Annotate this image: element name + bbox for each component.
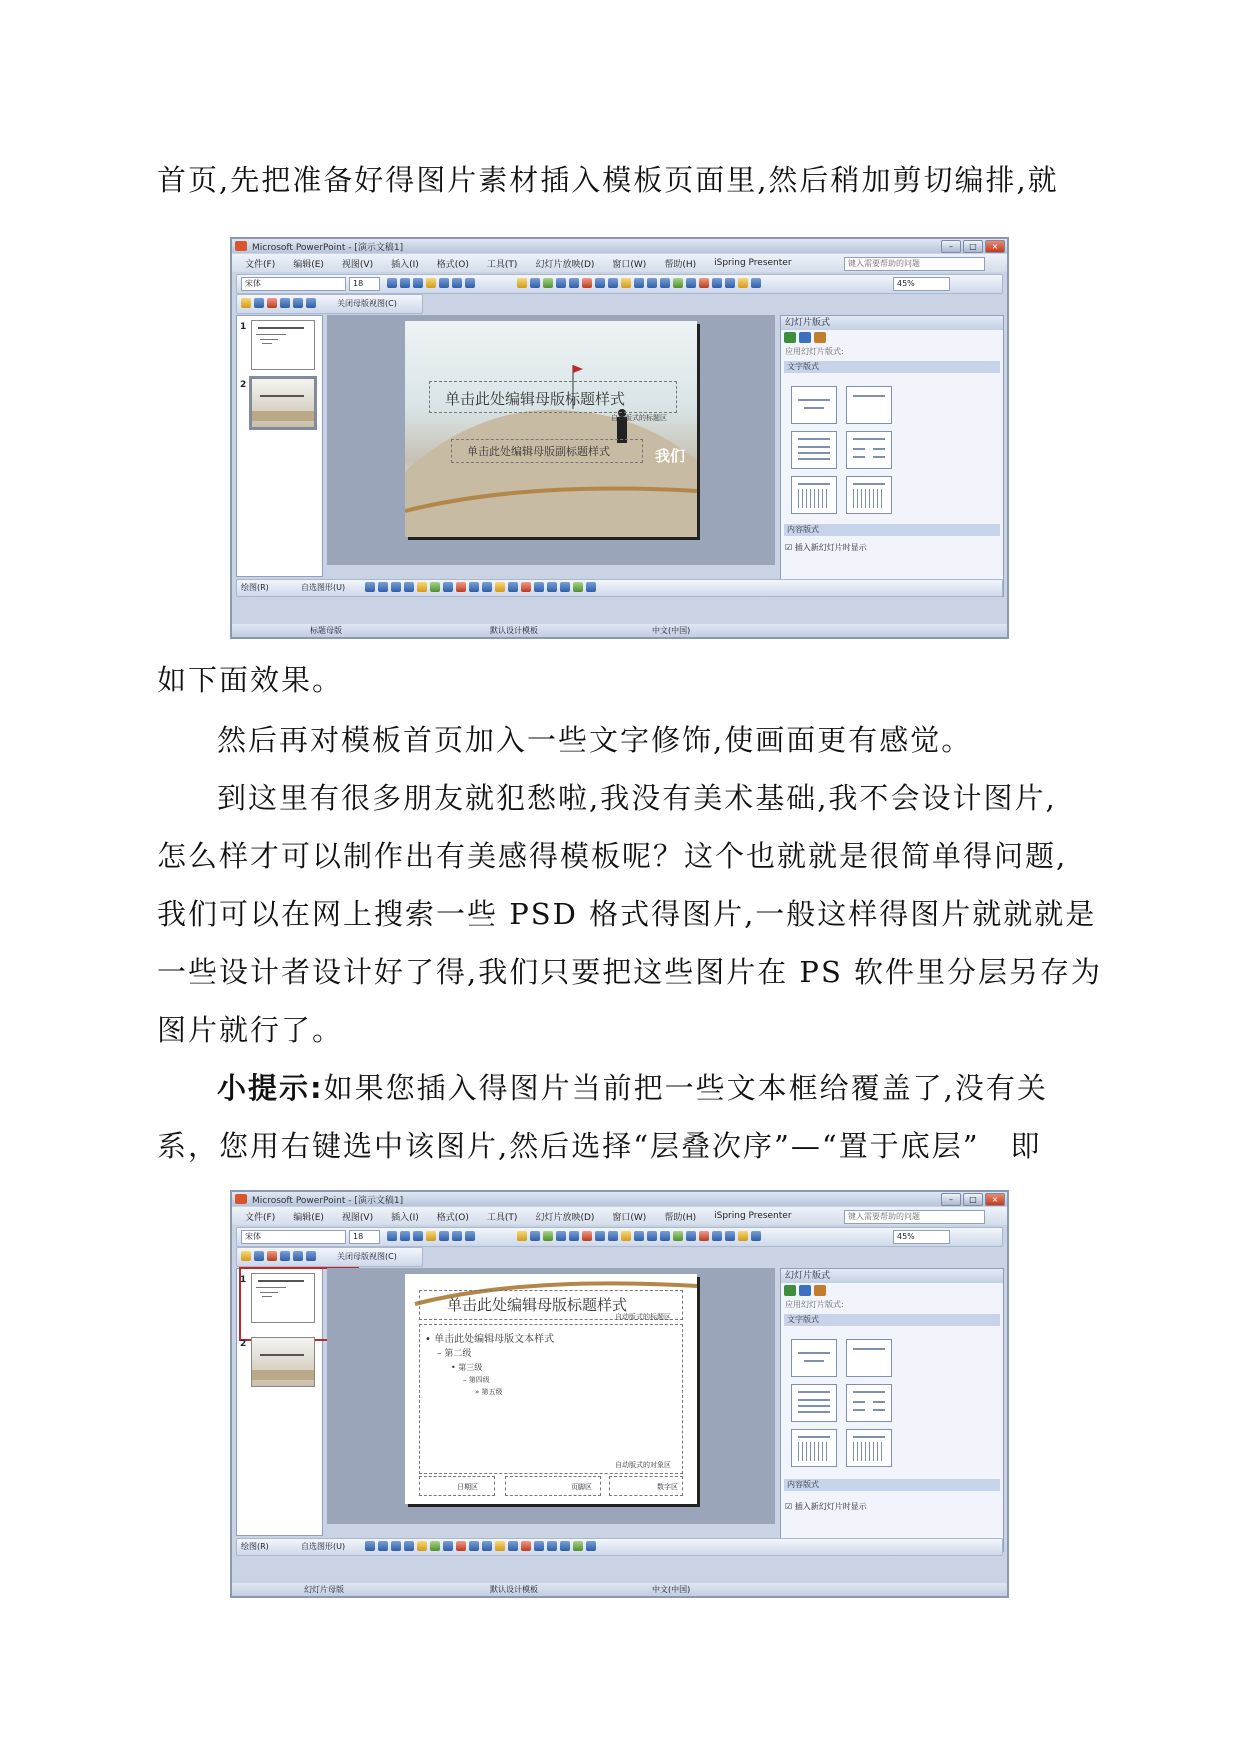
layout-title-slide[interactable] [791, 1339, 837, 1377]
back-icon[interactable] [784, 332, 796, 343]
menu-help[interactable]: 帮助(H) [664, 259, 697, 270]
master-view-toolbar [236, 1247, 423, 1267]
tip-label: 小提示: [217, 1071, 324, 1105]
slide-background-art [405, 321, 697, 537]
status-language: 中文(中国) [652, 626, 691, 635]
paragraph-psd-line3: 我们可以在网上搜索一些 PSD 格式得图片,一般这样得图片就就就是 [157, 897, 1097, 931]
slide-thumbnail-pane: 1 2 [236, 1268, 323, 1536]
watermark-text: 我们 [655, 447, 686, 465]
slide-canvas[interactable] [405, 1274, 697, 1504]
layout-title-slide[interactable] [791, 386, 837, 424]
layout-title-text[interactable] [791, 431, 837, 469]
powerpoint-icon [235, 241, 247, 251]
paragraph-psd-line2: 怎么样才可以制作出有美感得模板呢？这个也就就是很简单得问题, [157, 839, 1068, 873]
paragraph-psd-line1: 到这里有很多朋友就犯愁啦,我没有美术基础,我不会设计图片, [217, 781, 1057, 815]
menu-window[interactable]: 窗口(W) [612, 259, 647, 270]
powerpoint-screenshot-1 [230, 237, 1009, 639]
layout-text-3[interactable] [791, 476, 837, 514]
help-search-input[interactable]: 键入需要帮助的问题 [844, 257, 985, 271]
paragraph-effect: 如下面效果。 [157, 663, 344, 697]
paragraph-psd-line4: 一些设计者设计好了得,我们只要把这些图片在 PS 软件里分层另存为 [157, 955, 1103, 989]
slide-thumbnail-2[interactable] [251, 1337, 315, 1387]
text-layouts-header: 文字版式 [784, 1314, 1000, 1326]
home-icon[interactable] [814, 1285, 826, 1296]
window-title: Microsoft PowerPoint - [演示文稿1] [252, 243, 404, 253]
formatting-toolbar [236, 1227, 1003, 1247]
close-master-view-button[interactable]: 关闭母版视图(C) [337, 299, 397, 308]
powerpoint-screenshot-2 [230, 1190, 1009, 1598]
close-icon[interactable]: × [985, 240, 1005, 253]
task-pane-title: 幻灯片版式 [781, 316, 1003, 330]
menu-window[interactable]: 窗口(W) [612, 1212, 647, 1223]
menu-format[interactable]: 格式(O) [436, 1212, 469, 1223]
drawing-toolbar [236, 1538, 1003, 1556]
title-bar [232, 1192, 1007, 1206]
font-size-select[interactable]: 18 [349, 1230, 380, 1244]
slide-title: 单击此处编辑母版标题样式 [447, 1296, 628, 1314]
layout-text-4[interactable] [846, 476, 892, 514]
apply-layout-label: 应用幻灯片版式: [785, 347, 844, 356]
content-layouts-header: 内容版式 [784, 524, 1000, 536]
maximize-icon[interactable]: □ [963, 1193, 983, 1206]
menu-file[interactable]: 文件(F) [245, 259, 276, 270]
bullet-level-2: – 第二级 [437, 1349, 472, 1359]
task-pane [780, 315, 1004, 597]
home-icon[interactable] [814, 332, 826, 343]
draw-menu[interactable]: 绘图(R) [241, 1542, 269, 1551]
drawing-toolbar [236, 579, 1003, 597]
standard-buttons[interactable] [517, 278, 761, 290]
date-area-label: 日期区 [457, 1483, 478, 1491]
slide-title: 单击此处编辑母版标题样式 [445, 390, 626, 408]
format-buttons[interactable] [387, 1231, 475, 1243]
forward-icon[interactable] [799, 1285, 811, 1296]
menu-insert[interactable]: 插入(I) [391, 1212, 419, 1223]
slide-subtitle: 单击此处编辑母版副标题样式 [467, 445, 610, 458]
close-master-view-button[interactable]: 关闭母版视图(C) [337, 1252, 397, 1261]
footer-area-label: 页脚区 [571, 1483, 592, 1491]
tip-line2: 系，您用右键选中该图片,然后选择“层叠次序”—“置于底层” 即 [157, 1129, 1042, 1163]
content-layouts-header: 内容版式 [784, 1479, 1000, 1491]
menu-edit[interactable]: 编辑(E) [293, 259, 324, 270]
title-area-label: 自动版式的标题区 [615, 1313, 671, 1321]
menu-file[interactable]: 文件(F) [245, 1212, 276, 1223]
status-bar [232, 624, 1007, 637]
minimize-icon[interactable]: – [941, 240, 961, 253]
status-view: 标题母版 [310, 626, 342, 635]
format-buttons[interactable] [387, 278, 475, 290]
maximize-icon[interactable]: □ [963, 240, 983, 253]
minimize-icon[interactable]: – [941, 1193, 961, 1206]
status-template: 默认设计模板 [490, 1585, 538, 1594]
insert-new-slide-checkbox[interactable]: ☑ 插入新幻灯片时显示 [785, 543, 867, 552]
text-layouts-header: 文字版式 [784, 361, 1000, 373]
font-name-select[interactable]: 宋体 [241, 277, 346, 291]
menu-tools[interactable]: 工具(T) [486, 259, 518, 270]
menu-insert[interactable]: 插入(I) [391, 259, 419, 270]
bullet-level-4: – 第四级 [463, 1376, 490, 1384]
task-pane [780, 1268, 1004, 1552]
menu-tools[interactable]: 工具(T) [486, 1212, 518, 1223]
autoshapes-menu[interactable]: 自选图形(U) [301, 583, 346, 592]
status-template: 默认设计模板 [490, 626, 538, 635]
menu-view[interactable]: 视图(V) [341, 1212, 374, 1223]
master-view-toolbar [236, 294, 423, 314]
help-search-input[interactable]: 键入需要帮助的问题 [844, 1210, 985, 1224]
object-area-label: 自动版式的对象区 [615, 1461, 671, 1469]
title-area-label: 自动版式的标题区 [611, 414, 667, 422]
layout-text-4[interactable] [846, 1429, 892, 1467]
status-bar [232, 1583, 1007, 1596]
title-bar [232, 239, 1007, 253]
powerpoint-icon [235, 1194, 247, 1204]
menu-help[interactable]: 帮助(H) [664, 1212, 697, 1223]
tip-line1: 小提示:如果您插入得图片当前把一些文本框给覆盖了,没有关 [217, 1071, 1048, 1105]
menu-format[interactable]: 格式(O) [436, 259, 469, 270]
insert-new-slide-checkbox[interactable]: ☑ 插入新幻灯片时显示 [785, 1502, 867, 1511]
layout-text-3[interactable] [791, 1429, 837, 1467]
status-language: 中文(中国) [652, 1585, 691, 1594]
autoshapes-menu[interactable]: 自选图形(U) [301, 1542, 346, 1551]
layout-title-only[interactable] [846, 386, 892, 424]
layout-title-text[interactable] [791, 1384, 837, 1422]
standard-buttons[interactable] [517, 1231, 761, 1243]
paragraph-psd-line5: 图片就行了。 [157, 1013, 344, 1047]
layout-title-only[interactable] [846, 1339, 892, 1377]
paragraph-intro: 首页,先把准备好得图片素材插入模板页面里,然后稍加剪切编排,就 [157, 163, 1059, 197]
zoom-select[interactable]: 45% [893, 277, 950, 291]
slide-thumbnail-pane: 1 2 [236, 315, 323, 577]
slide-editing-area [327, 315, 775, 565]
menu-slideshow[interactable]: 幻灯片放映(D) [535, 1212, 595, 1223]
close-icon[interactable]: × [985, 1193, 1005, 1206]
window-title: Microsoft PowerPoint - [演示文稿1] [252, 1196, 404, 1206]
formatting-toolbar [236, 274, 1003, 294]
number-area-label: 数字区 [657, 1483, 678, 1491]
layout-two-column[interactable] [846, 1384, 892, 1422]
task-pane-title: 幻灯片版式 [781, 1269, 1003, 1283]
draw-menu[interactable]: 绘图(R) [241, 583, 269, 592]
slide-thumbnail-2[interactable] [251, 378, 315, 428]
menu-ispring[interactable]: iSpring Presenter [714, 1211, 792, 1221]
menu-ispring[interactable]: iSpring Presenter [714, 258, 792, 268]
layout-two-column[interactable] [846, 431, 892, 469]
paragraph-decorate: 然后再对模板首页加入一些文字修饰,使画面更有感觉。 [217, 723, 973, 757]
slide-editing-area [327, 1268, 775, 1524]
status-view: 幻灯片母版 [304, 1585, 344, 1594]
forward-icon[interactable] [799, 332, 811, 343]
menu-edit[interactable]: 编辑(E) [293, 1212, 324, 1223]
font-size-select[interactable]: 18 [349, 277, 380, 291]
bullet-level-1: • 单击此处编辑母版文本样式 [425, 1334, 555, 1345]
zoom-select[interactable]: 45% [893, 1230, 950, 1244]
apply-layout-label: 应用幻灯片版式: [785, 1300, 844, 1309]
bullet-level-3: • 第三级 [451, 1363, 483, 1372]
slide-canvas[interactable] [405, 321, 697, 537]
font-name-select[interactable]: 宋体 [241, 1230, 346, 1244]
menu-slideshow[interactable]: 幻灯片放映(D) [535, 259, 595, 270]
menu-view[interactable]: 视图(V) [341, 259, 374, 270]
back-icon[interactable] [784, 1285, 796, 1296]
bullet-level-5: » 第五级 [475, 1388, 503, 1396]
slide-thumbnail-1[interactable] [251, 320, 315, 370]
